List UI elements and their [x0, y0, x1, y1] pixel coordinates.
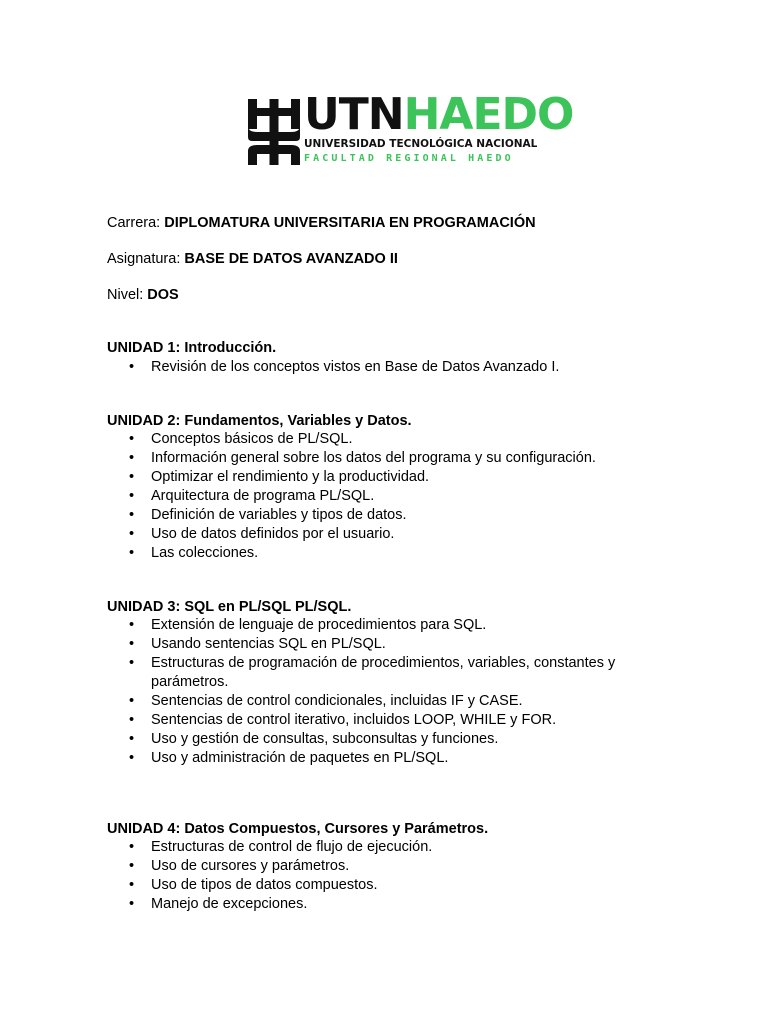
list-item: • Uso y gestión de consultas, subconsultas y funciones. — [129, 731, 499, 747]
bullet-icon: • — [129, 858, 135, 874]
bullet-icon: • — [129, 469, 135, 485]
unit-4-title: UNIDAD 4: Datos Compuestos, Cursores y Parámetros. — [107, 821, 489, 837]
asignatura-value: BASE DE DATOS AVANZADO II — [184, 251, 398, 267]
list-item: • Uso de cursores y parámetros. — [129, 858, 350, 874]
nivel-value: DOS — [147, 287, 179, 303]
bullet-icon: • — [129, 450, 135, 466]
carrera-value: DIPLOMATURA UNIVERSITARIA EN PROGRAMACIÓN — [164, 215, 536, 231]
bullet-icon: • — [129, 526, 135, 542]
list-item: • Conceptos básicos de PL/SQL. — [129, 431, 353, 447]
unit-1-list — [0, 358, 768, 377]
bullet-icon: • — [129, 359, 135, 375]
list-item: • Revisión de los conceptos vistos en Base de Datos Avanzado I. — [129, 359, 560, 375]
unit-3-title: UNIDAD 3: SQL en PL/SQL PL/SQL. — [107, 599, 352, 615]
list-item: • Estructuras de programación de procedimientos, variables, constantes y parámetros. — [129, 655, 616, 690]
list-item: • Uso de tipos de datos compuestos. — [129, 877, 378, 893]
bullet-icon: • — [129, 877, 135, 893]
list-item: • Sentencias de control condicionales, incluidas IF y CASE. — [129, 693, 523, 709]
utn-haedo-logo — [248, 89, 574, 167]
asignatura-label: Asignatura: — [107, 251, 181, 267]
asignatura-line — [107, 250, 398, 268]
carrera-label: Carrera: — [107, 215, 161, 231]
bullet-icon: • — [129, 617, 135, 633]
list-item: • Extensión de lenguaje de procedimientos para SQL. — [129, 617, 487, 633]
bullet-icon: • — [129, 896, 135, 912]
bullet-icon: • — [129, 750, 135, 766]
logo-university-name: UNIVERSIDAD TECNOLÓGICA NACIONAL — [304, 138, 538, 150]
list-item: • Definición de variables y tipos de datos. — [129, 507, 407, 523]
bullet-icon: • — [129, 655, 135, 671]
list-item: • Manejo de excepciones. — [129, 896, 308, 912]
unit-4-list — [0, 838, 768, 914]
utn-emblem-icon — [248, 99, 300, 165]
bullet-icon: • — [129, 488, 135, 504]
list-item: • Estructuras de control de flujo de ejecución. — [129, 839, 433, 855]
bullet-icon: • — [129, 431, 135, 447]
unit-1-title: UNIDAD 1: Introducción. — [107, 340, 277, 356]
bullet-icon: • — [129, 712, 135, 728]
list-item: • Usando sentencias SQL en PL/SQL. — [129, 636, 386, 652]
list-item: • Optimizar el rendimiento y la productividad. — [129, 469, 430, 485]
bullet-icon: • — [129, 507, 135, 523]
nivel-line — [107, 286, 179, 304]
logo-wordmark: UTNHAEDO — [304, 89, 574, 140]
list-item: • Sentencias de control iterativo, incluidos LOOP, WHILE y FOR. — [129, 712, 557, 728]
list-item: • Arquitectura de programa PL/SQL. — [129, 488, 375, 504]
unit-2-title: UNIDAD 2: Fundamentos, Variables y Datos. — [107, 413, 412, 429]
carrera-line — [107, 214, 536, 232]
list-item: • Información general sobre los datos del programa y su configuración. — [129, 450, 596, 466]
bullet-icon: • — [129, 636, 135, 652]
bullet-icon: • — [129, 731, 135, 747]
list-item: • Uso de datos definidos por el usuario. — [129, 526, 395, 542]
unit-2-list — [0, 430, 768, 563]
nivel-label: Nivel: — [107, 287, 144, 303]
bullet-icon: • — [129, 839, 135, 855]
list-item: • Uso y administración de paquetes en PL/SQL. — [129, 750, 449, 766]
bullet-icon: • — [129, 545, 135, 561]
list-item: • Las colecciones. — [129, 545, 259, 561]
logo-faculty-name: FACULTAD REGIONAL HAEDO — [304, 153, 514, 164]
bullet-icon: • — [129, 693, 135, 709]
unit-3-list — [0, 616, 768, 768]
